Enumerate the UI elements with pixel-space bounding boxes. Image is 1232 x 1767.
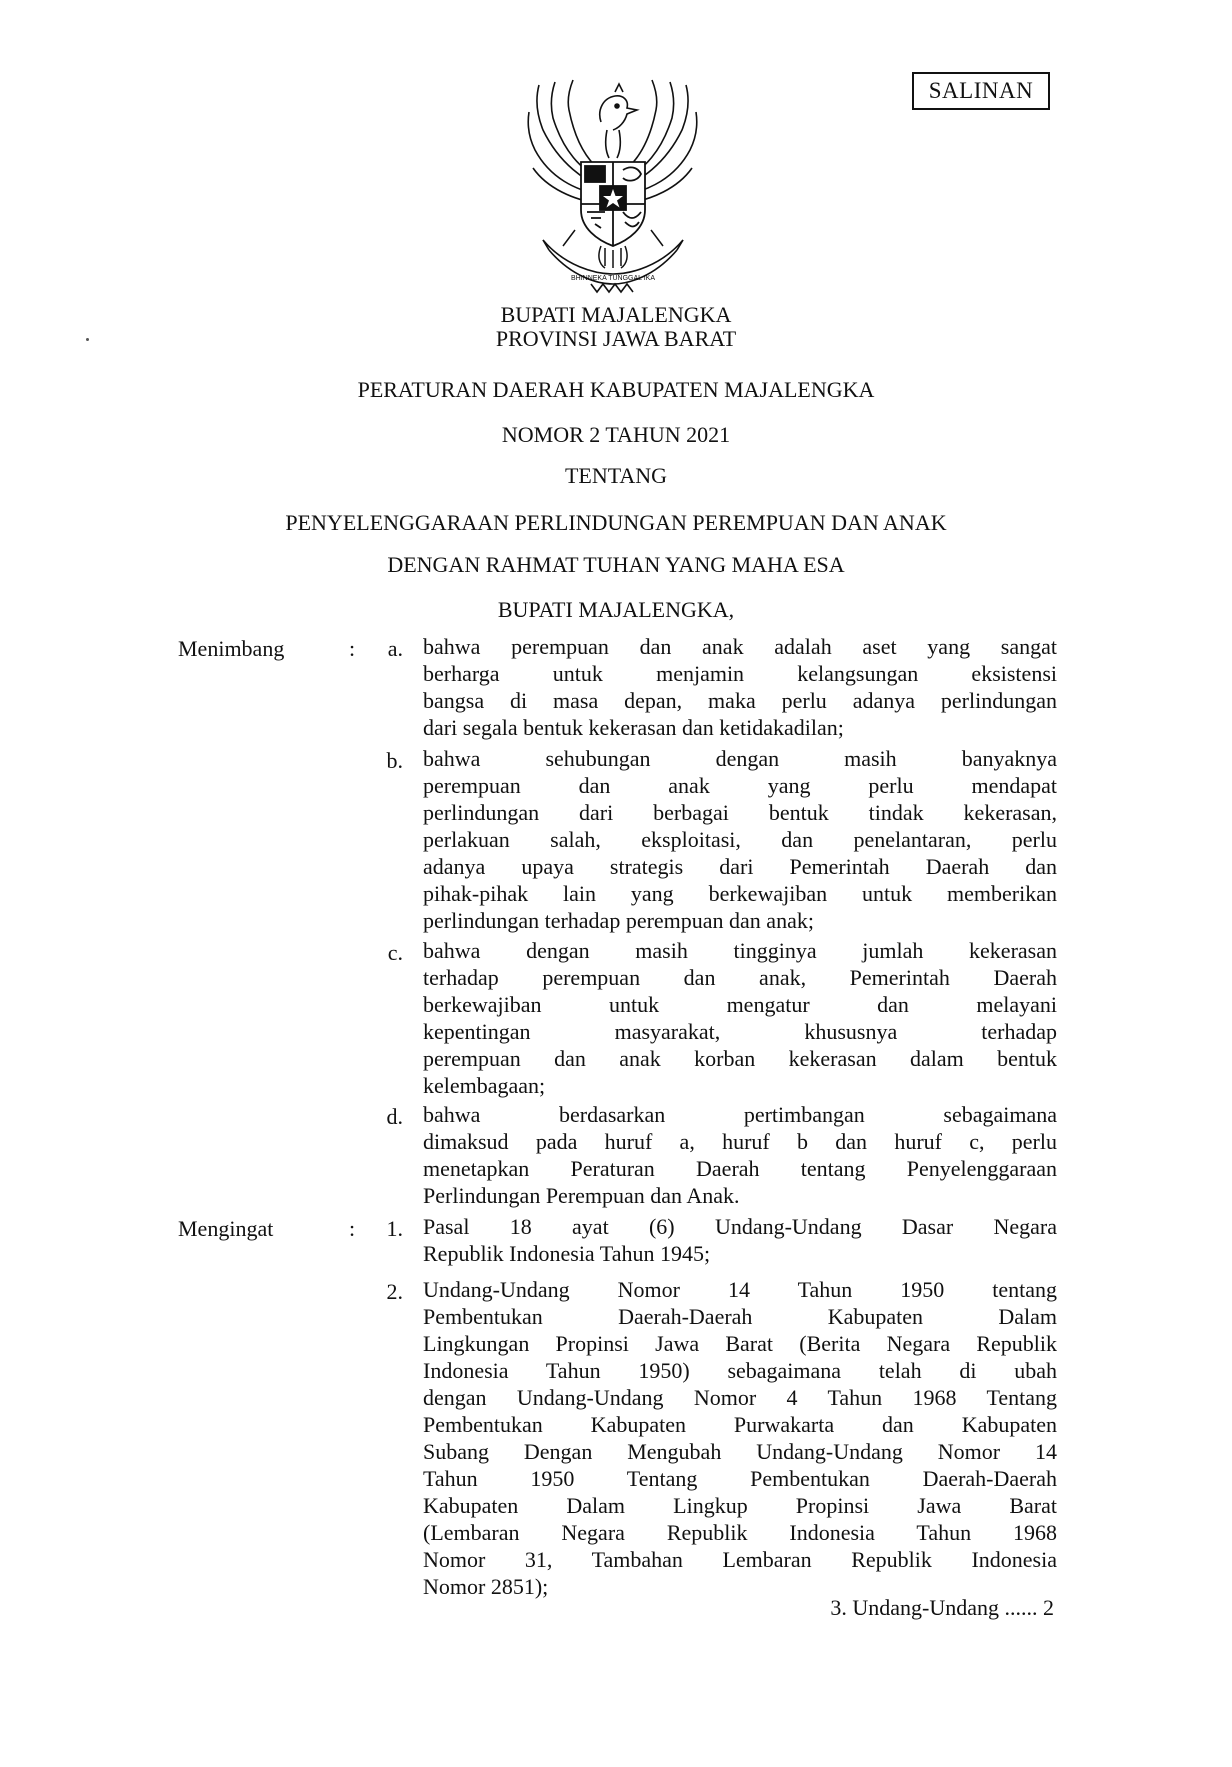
item-line: Lingkungan Propinsi Jawa Barat (Berita Negara Republik <box>423 1331 1057 1356</box>
item-line: Pasal 18 ayat (6) Undang-Undang Dasar Negara <box>423 1214 1057 1239</box>
item-line: perempuan dan anak korban kekerasan dalam bentuk <box>423 1046 1057 1071</box>
item-line: dimaksud pada huruf a, huruf b dan huruf c, perlu <box>423 1129 1057 1154</box>
item-line: bangsa di masa depan, maka perlu adanya perlindungan <box>423 688 1057 713</box>
item-line: terhadap perempuan dan anak, Pemerintah Daerah <box>423 965 1057 990</box>
item-line: Perlindungan Perempuan dan Anak. <box>423 1183 740 1208</box>
item-line: Republik Indonesia Tahun 1945; <box>423 1241 711 1266</box>
menimbang-marker-d: d. <box>386 1104 403 1129</box>
menimbang-item-c <box>423 937 1057 1099</box>
item-line: Nomor 31, Tambahan Lembaran Republik Indonesia <box>423 1547 1057 1572</box>
menimbang-marker-b: b. <box>386 748 403 773</box>
menimbang-item-b <box>423 745 1057 934</box>
item-line: Kabupaten Dalam Lingkup Propinsi Jawa Barat <box>423 1493 1057 1518</box>
item-line: perlakuan salah, eksploitasi, dan penelantaran, perlu <box>423 827 1057 852</box>
preamble: DENGAN RAHMAT TUHAN YANG MAHA ESA <box>387 552 845 577</box>
province-title: PROVINSI JAWA BARAT <box>495 326 737 351</box>
item-line: Subang Dengan Mengubah Undang-Undang Nomor 14 <box>423 1439 1057 1464</box>
menimbang-marker-a: a. <box>387 636 403 661</box>
regulation-about: TENTANG <box>564 463 668 488</box>
mengingat-item-2 <box>423 1276 1057 1600</box>
item-line: perlindungan terhadap perempuan dan anak; <box>423 908 814 933</box>
mengingat-marker-2: 2. <box>386 1279 403 1304</box>
item-line: Undang-Undang Nomor 14 Tahun 1950 tentang <box>423 1277 1057 1302</box>
item-line: dari segala bentuk kekerasan dan ketidakadilan; <box>423 715 844 740</box>
item-line: pihak-pihak lain yang berkewajiban untuk memberikan <box>423 881 1057 906</box>
item-line: dengan Undang-Undang Nomor 4 Tahun 1968 Tentang <box>423 1385 1057 1410</box>
item-line: perlindungan dari berbagai bentuk tindak kekerasan, <box>423 800 1057 825</box>
regulation-subject: PENYELENGGARAAN PERLINDUNGAN PEREMPUAN DAN ANAK <box>285 510 947 535</box>
item-line: Indonesia Tahun 1950) sebagaimana telah di ubah <box>423 1358 1057 1383</box>
regulation-title: PERATURAN DAERAH KABUPATEN MAJALENGKA <box>357 377 875 402</box>
mengingat-label: Mengingat <box>178 1216 274 1241</box>
salinan-stamp: SALINAN <box>912 72 1050 110</box>
menimbang-colon: : <box>349 636 356 661</box>
item-line: perempuan dan anak yang perlu mendapat <box>423 773 1057 798</box>
item-line: Pembentukan Daerah-Daerah Kabupaten Dalam <box>423 1304 1057 1329</box>
item-line: bahwa berdasarkan pertimbangan sebagaimana <box>423 1102 1057 1127</box>
mengingat-marker-1: 1. <box>386 1216 403 1241</box>
item-line: berkewajiban untuk mengatur dan melayani <box>423 992 1057 1017</box>
garuda-pancasila-emblem-icon <box>505 70 720 295</box>
item-line: kelembagaan; <box>423 1073 546 1098</box>
svg-text:BHINNEKA TUNGGAL IKA: BHINNEKA TUNGGAL IKA <box>570 275 656 282</box>
item-line: bahwa perempuan dan anak adalah aset yang sangat <box>423 634 1057 659</box>
item-line: menetapkan Peraturan Daerah tentang Penyelenggaraan <box>423 1156 1057 1181</box>
issuing-authority: BUPATI MAJALENGKA, <box>497 597 735 622</box>
menimbang-label: Menimbang <box>178 636 285 661</box>
page-continuation: 3. Undang-Undang ...... 2 <box>830 1595 1054 1620</box>
menimbang-item-d <box>423 1101 1057 1209</box>
item-line: berharga untuk menjamin kelangsungan eksistensi <box>423 661 1057 686</box>
regent-title: BUPATI MAJALENGKA <box>500 302 732 327</box>
item-line: kepentingan masyarakat, khususnya terhadap <box>423 1019 1057 1044</box>
item-line: Tahun 1950 Tentang Pembentukan Daerah-Daerah <box>423 1466 1057 1491</box>
item-line: (Lembaran Negara Republik Indonesia Tahun 1968 <box>423 1520 1057 1545</box>
menimbang-item-a <box>423 633 1057 741</box>
regulation-number: NOMOR 2 TAHUN 2021 <box>501 422 731 447</box>
item-line: bahwa sehubungan dengan masih banyaknya <box>423 746 1057 771</box>
menimbang-marker-c: c. <box>387 940 403 965</box>
item-line: bahwa dengan masih tingginya jumlah kekerasan <box>423 938 1057 963</box>
item-line: Pembentukan Kabupaten Purwakarta dan Kabupaten <box>423 1412 1057 1437</box>
item-line: adanya upaya strategis dari Pemerintah Daerah dan <box>423 854 1057 879</box>
mengingat-item-1 <box>423 1213 1057 1267</box>
mengingat-colon: : <box>349 1216 356 1241</box>
item-line: Nomor 2851); <box>423 1574 549 1599</box>
